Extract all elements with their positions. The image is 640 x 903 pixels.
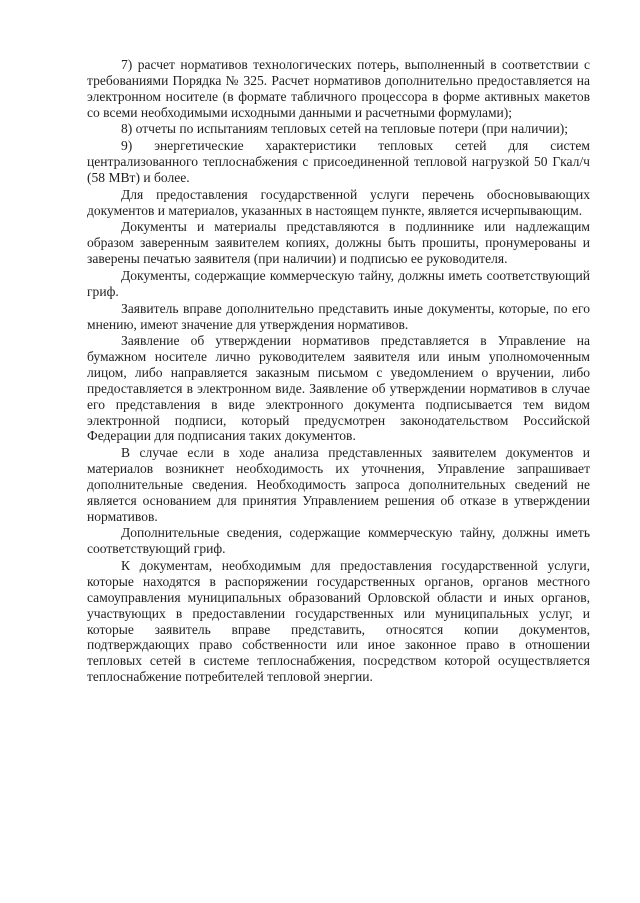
paragraph-item-9-energy-characteristics: 9) энергетические характеристики тепловых сетей для систем централизованного теплоснабжения с присоединенной тепловой нагрузкой 50 Гкал/ч (58 МВт) и более. [87, 138, 590, 185]
paragraph-exhaustive-list: Для предоставления государственной услуги перечень обосновывающих документов и материалов, указанных в настоящем пункте, является исчерпывающим. [87, 186, 590, 218]
paragraph-commercial-secret: Документы, содержащие коммерческую тайну, должны иметь соответствующий гриф. [87, 267, 590, 299]
paragraph-application-submission: Заявление об утверждении нормативов представляется в Управление на бумажном носителе лично руководителем заявителя или иным уполномоченным лицом, либо направляется заказным письмом с уведомлением о вручении, либо предоставляется в электронном виде. Заявление об утверждении нормативов в случае его представления в виде электронного документа подписывается тем видом электронной подписи, который предусмотрен законодательством Российской Федерации для подписания таких документов. [87, 333, 590, 444]
paragraph-additional-info-secret: Дополнительные сведения, содержащие коммерческую тайну, должны иметь соответствующий гриф. [87, 525, 590, 557]
paragraph-item-8-test-reports: 8) отчеты по испытаниям тепловых сетей на тепловые потери (при наличии); [121, 121, 568, 137]
paragraph-item-7-loss-calculation: 7) расчет нормативов технологических потерь, выполненный в соответствии с требованиями Порядка № 325. Расчет нормативов дополнительно предоставляется на электронном носителе (в формате табличного процессора в форме активных макетов со всеми необходимыми исходными данными и расчетными формулами); [87, 57, 590, 120]
paragraph-additional-documents: Заявитель вправе дополнительно представить иные документы, которые, по его мнению, имеют значение для утверждения нормативов. [87, 300, 590, 332]
paragraph-document-certification: Документы и материалы представляются в подлиннике или надлежащим образом заверенным заявителем копиях, должны быть прошиты, пронумерованы и заверены печатью заявителя (при наличии) и подписью ее руководителя. [87, 219, 590, 267]
document-body [87, 57, 590, 686]
paragraph-interagency-documents: К документам, необходимым для предоставления государственной услуги, которые находятся в распоряжении государственных органов, органов местного самоуправления муниципальных образований Орловской области и иных органов, участвующих в предоставлении государственных или муниципальных услуг, и которые заявитель вправе представить, относятся копии документов, подтверждающих право собственности или иное законное право в отношении тепловых сетей в системе теплоснабжения, посредством которой осуществляется теплоснабжение потребителей тепловой энергии. [87, 558, 590, 685]
paragraph-clarification-request: В случае если в ходе анализа представленных заявителем документов и материалов возникнет необходимость их уточнения, Управление запрашивает дополнительные сведения. Необходимость запроса дополнительных сведений не является основанием для принятия Управлением решения об отказе в утверждении нормативов. [87, 445, 590, 524]
